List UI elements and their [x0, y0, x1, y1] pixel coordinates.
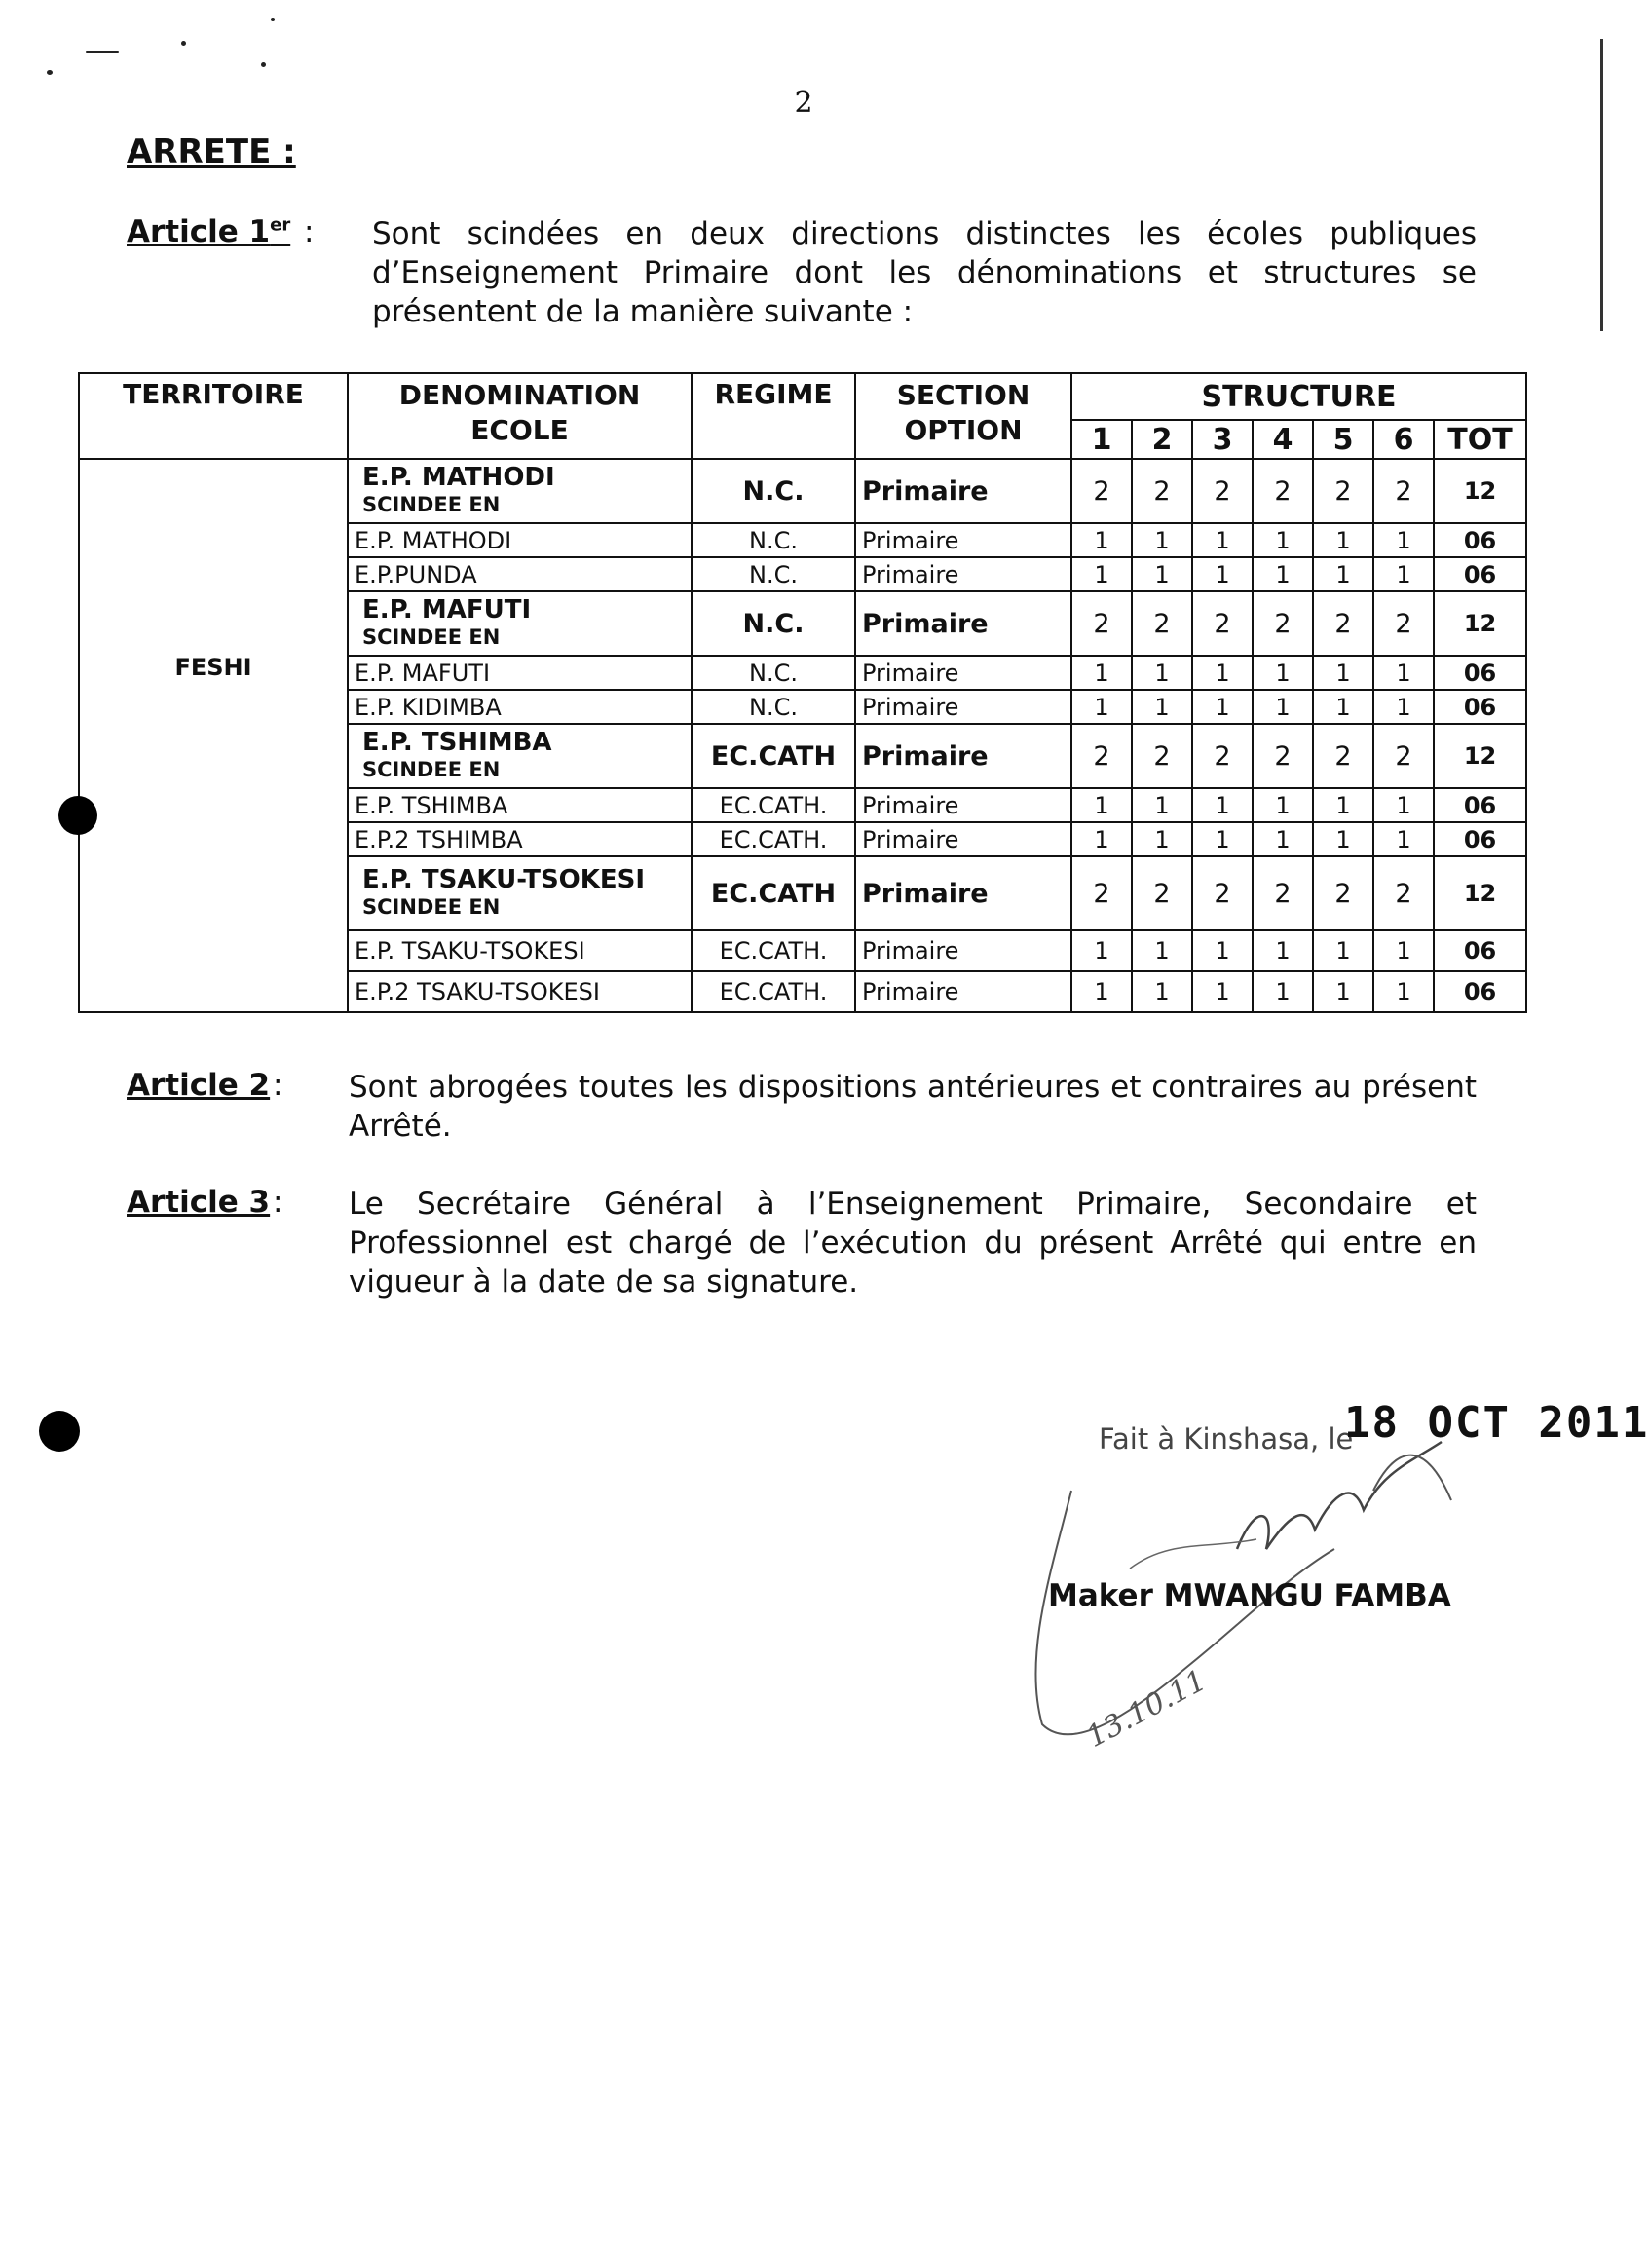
regime-cell: N.C.	[692, 459, 855, 523]
structure-cell-2: 2	[1132, 856, 1192, 930]
article-1-text: Sont scindées en deux directions distinctes les écoles publiques d’Enseignement Primaire dont les dénominations et structures se présentent de la manière suivante :	[372, 216, 1477, 329]
structure-cell-5: 2	[1313, 724, 1373, 788]
structure-cell-6: 1	[1373, 523, 1434, 557]
header-col-6: 6	[1373, 420, 1434, 459]
structure-cell-1: 1	[1071, 971, 1132, 1012]
structure-total-cell: 06	[1434, 788, 1526, 822]
schools-structure-table	[78, 372, 1527, 1013]
structure-cell-5: 2	[1313, 591, 1373, 656]
section-cell: Primaire	[855, 930, 1071, 971]
structure-cell-5: 1	[1313, 523, 1373, 557]
scan-speck	[271, 18, 275, 21]
structure-cell-4: 1	[1253, 971, 1313, 1012]
structure-cell-6: 2	[1373, 724, 1434, 788]
regime-cell: EC.CATH	[692, 856, 855, 930]
header-col-3: 3	[1192, 420, 1253, 459]
structure-cell-2: 1	[1132, 788, 1192, 822]
regime-cell: EC.CATH.	[692, 971, 855, 1012]
signature-place: Fait à Kinshasa, le	[1099, 1422, 1354, 1455]
header-denomination-line2: ECOLE	[470, 414, 569, 446]
punch-hole	[39, 1411, 80, 1452]
structure-cell-1: 1	[1071, 788, 1132, 822]
structure-total-cell: 06	[1434, 822, 1526, 856]
structure-cell-6: 1	[1373, 656, 1434, 690]
article-3-label: Article 3	[127, 1185, 271, 1220]
structure-cell-3: 1	[1192, 656, 1253, 690]
structure-cell-1: 1	[1071, 656, 1132, 690]
article-1-colon: :	[304, 214, 315, 249]
structure-cell-4: 1	[1253, 822, 1313, 856]
structure-total-cell: 06	[1434, 971, 1526, 1012]
scan-speck	[47, 70, 53, 75]
structure-cell-6: 2	[1373, 591, 1434, 656]
structure-cell-5: 1	[1313, 656, 1373, 690]
structure-cell-3: 1	[1192, 971, 1253, 1012]
scindee-en-label: SCINDEE EN	[362, 758, 501, 781]
structure-cell-5: 1	[1313, 971, 1373, 1012]
structure-cell-1: 2	[1071, 724, 1132, 788]
structure-total-cell: 06	[1434, 557, 1526, 591]
header-territoire: TERRITOIRE	[79, 373, 348, 459]
structure-cell-3: 1	[1192, 788, 1253, 822]
school-name: E.P. MATHODI	[362, 463, 555, 492]
structure-total-cell: 06	[1434, 690, 1526, 724]
regime-cell: N.C.	[692, 523, 855, 557]
structure-cell-5: 1	[1313, 788, 1373, 822]
structure-cell-4: 2	[1253, 591, 1313, 656]
header-denomination	[348, 373, 692, 459]
scindee-en-label: SCINDEE EN	[362, 493, 501, 516]
structure-cell-2: 1	[1132, 523, 1192, 557]
structure-cell-4: 1	[1253, 557, 1313, 591]
structure-cell-5: 1	[1313, 690, 1373, 724]
article-1-label-text: Article 1	[127, 214, 271, 249]
section-cell: Primaire	[855, 788, 1071, 822]
structure-cell-3: 1	[1192, 822, 1253, 856]
handwritten-date: 13.10.11	[1081, 1663, 1213, 1755]
structure-cell-3: 2	[1192, 591, 1253, 656]
structure-cell-4: 1	[1253, 788, 1313, 822]
scan-speck	[181, 41, 186, 46]
header-col-1: 1	[1071, 420, 1132, 459]
structure-cell-5: 1	[1313, 822, 1373, 856]
header-section-line2: OPTION	[904, 414, 1023, 446]
header-col-5: 5	[1313, 420, 1373, 459]
structure-total-cell: 12	[1434, 591, 1526, 656]
school-name-cell: E.P.2 TSAKU-TSOKESI	[348, 971, 692, 1012]
structure-cell-4: 1	[1253, 690, 1313, 724]
structure-total-cell: 12	[1434, 459, 1526, 523]
header-structure: STRUCTURE	[1071, 373, 1526, 420]
article-2-label: Article 2	[127, 1068, 271, 1103]
school-name-cell: E.P. KIDIMBA	[348, 690, 692, 724]
section-heading: ARRETE :	[127, 132, 296, 171]
structure-cell-6: 1	[1373, 930, 1434, 971]
structure-cell-4: 2	[1253, 724, 1313, 788]
scindee-en-label: SCINDEE EN	[362, 625, 501, 649]
structure-cell-5: 1	[1313, 930, 1373, 971]
structure-cell-1: 2	[1071, 459, 1132, 523]
structure-cell-2: 2	[1132, 459, 1192, 523]
school-name-cell: E.P. TSAKU-TSOKESI	[348, 930, 692, 971]
regime-cell: N.C.	[692, 690, 855, 724]
table-row	[79, 459, 1526, 523]
school-name-cell: E.P. MAFUTI	[348, 656, 692, 690]
school-name: E.P. TSHIMBA	[362, 728, 552, 757]
structure-cell-6: 1	[1373, 971, 1434, 1012]
header-col-2: 2	[1132, 420, 1192, 459]
article-3-text: Le Secrétaire Général à l’Enseignement Primaire, Secondaire et Professionnel est chargé de l’exécution du présent Arrêté qui entre en vigueur à la date de sa signature.	[349, 1187, 1477, 1300]
section-cell: Primaire	[855, 557, 1071, 591]
structure-total-cell: 06	[1434, 930, 1526, 971]
structure-cell-4: 2	[1253, 459, 1313, 523]
structure-cell-4: 1	[1253, 656, 1313, 690]
structure-cell-2: 1	[1132, 690, 1192, 724]
structure-total-cell: 06	[1434, 523, 1526, 557]
structure-cell-2: 1	[1132, 656, 1192, 690]
regime-cell: N.C.	[692, 557, 855, 591]
school-name: E.P. TSAKU-TSOKESI	[362, 865, 646, 894]
article-2-text: Sont abrogées toutes les dispositions antérieures et contraires au présent Arrêté.	[349, 1070, 1477, 1144]
header-section	[855, 373, 1071, 459]
structure-cell-6: 1	[1373, 788, 1434, 822]
structure-cell-2: 2	[1132, 724, 1192, 788]
structure-cell-2: 2	[1132, 591, 1192, 656]
regime-cell: EC.CATH.	[692, 930, 855, 971]
structure-total-cell: 06	[1434, 656, 1526, 690]
header-regime: REGIME	[692, 373, 855, 459]
section-cell: Primaire	[855, 724, 1071, 788]
structure-cell-3: 1	[1192, 557, 1253, 591]
article-1-label	[127, 214, 290, 249]
article-1-label-sup: er	[270, 214, 291, 236]
scindee-en-label: SCINDEE EN	[362, 895, 501, 919]
article-2-colon: :	[273, 1068, 283, 1103]
structure-cell-6: 2	[1373, 459, 1434, 523]
structure-cell-4: 2	[1253, 856, 1313, 930]
header-col-4: 4	[1253, 420, 1313, 459]
regime-cell: N.C.	[692, 591, 855, 656]
structure-total-cell: 12	[1434, 724, 1526, 788]
header-col-tot: TOT	[1434, 420, 1526, 459]
school-name-cell: E.P. TSHIMBA	[348, 788, 692, 822]
section-cell: Primaire	[855, 822, 1071, 856]
structure-cell-6: 1	[1373, 557, 1434, 591]
school-name-cell: E.P.PUNDA	[348, 557, 692, 591]
structure-total-cell: 12	[1434, 856, 1526, 930]
scan-edge	[1600, 39, 1603, 331]
signer-name: Maker MWANGU FAMBA	[1048, 1578, 1451, 1613]
scan-speck	[261, 62, 266, 67]
structure-cell-5: 2	[1313, 856, 1373, 930]
structure-cell-4: 1	[1253, 930, 1313, 971]
regime-cell: EC.CATH.	[692, 788, 855, 822]
article-3-colon: :	[273, 1185, 283, 1220]
school-name-cell	[348, 856, 692, 930]
section-cell: Primaire	[855, 656, 1071, 690]
structure-cell-6: 2	[1373, 856, 1434, 930]
section-cell: Primaire	[855, 523, 1071, 557]
structure-cell-6: 1	[1373, 690, 1434, 724]
section-cell: Primaire	[855, 591, 1071, 656]
structure-cell-2: 1	[1132, 822, 1192, 856]
structure-cell-1: 1	[1071, 523, 1132, 557]
structure-cell-1: 2	[1071, 856, 1132, 930]
structure-cell-1: 1	[1071, 930, 1132, 971]
structure-cell-1: 2	[1071, 591, 1132, 656]
regime-cell: EC.CATH	[692, 724, 855, 788]
header-section-line1: SECTION	[896, 379, 1031, 411]
school-name: E.P. MAFUTI	[362, 595, 532, 624]
structure-cell-2: 1	[1132, 930, 1192, 971]
structure-cell-2: 1	[1132, 557, 1192, 591]
header-denomination-line1: DENOMINATION	[398, 379, 641, 411]
school-name-cell: E.P. MATHODI	[348, 523, 692, 557]
structure-cell-3: 2	[1192, 459, 1253, 523]
date-stamp: 18 OCT 2011	[1344, 1398, 1649, 1448]
section-cell: Primaire	[855, 971, 1071, 1012]
structure-cell-1: 1	[1071, 557, 1132, 591]
structure-cell-3: 2	[1192, 856, 1253, 930]
page-number: 2	[794, 86, 813, 120]
section-cell: Primaire	[855, 690, 1071, 724]
section-cell: Primaire	[855, 856, 1071, 930]
school-name-cell	[348, 459, 692, 523]
structure-cell-3: 1	[1192, 690, 1253, 724]
structure-cell-2: 1	[1132, 971, 1192, 1012]
school-name-cell	[348, 724, 692, 788]
structure-cell-3: 2	[1192, 724, 1253, 788]
section-cell: Primaire	[855, 459, 1071, 523]
scan-speck	[86, 51, 119, 53]
structure-cell-5: 2	[1313, 459, 1373, 523]
structure-cell-3: 1	[1192, 523, 1253, 557]
structure-cell-3: 1	[1192, 930, 1253, 971]
structure-cell-5: 1	[1313, 557, 1373, 591]
structure-cell-1: 1	[1071, 822, 1132, 856]
regime-cell: EC.CATH.	[692, 822, 855, 856]
punch-hole	[58, 796, 97, 835]
regime-cell: N.C.	[692, 656, 855, 690]
territoire-cell: FESHI	[79, 459, 348, 1012]
structure-cell-1: 1	[1071, 690, 1132, 724]
structure-cell-4: 1	[1253, 523, 1313, 557]
school-name-cell: E.P.2 TSHIMBA	[348, 822, 692, 856]
structure-cell-6: 1	[1373, 822, 1434, 856]
school-name-cell	[348, 591, 692, 656]
